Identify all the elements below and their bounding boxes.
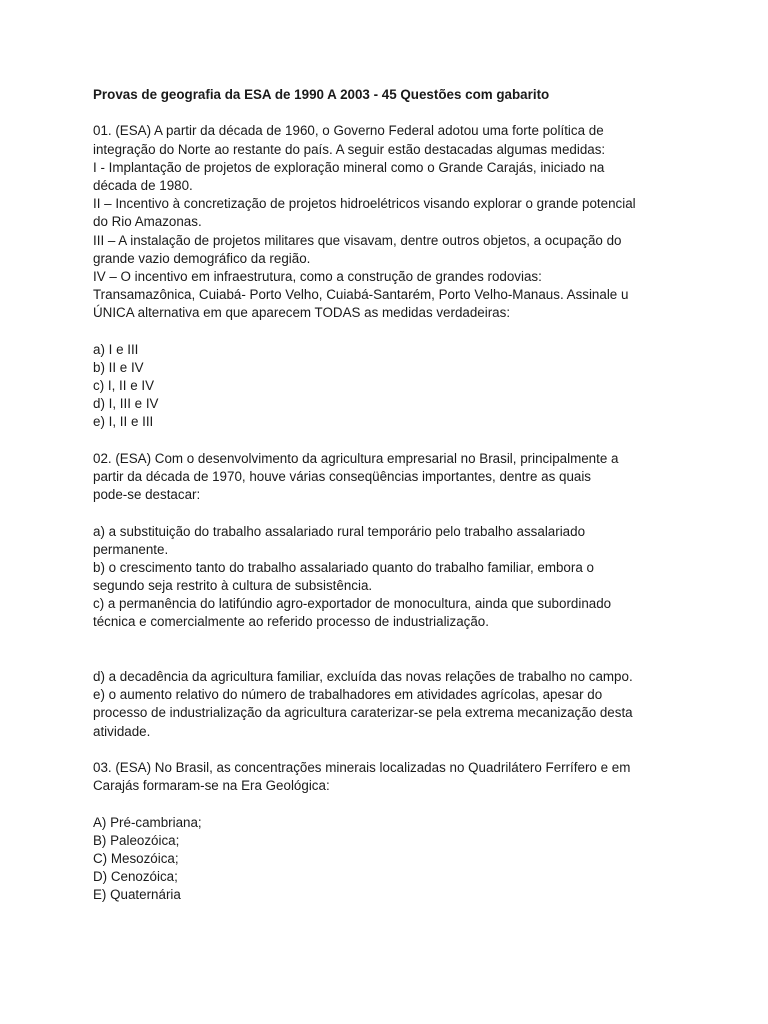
question-text-line: II – Incentivo à concretização de projetos hidroelétricos visando explorar o grande potencial: [93, 196, 636, 212]
answer-option: e) o aumento relativo do número de trabalhadores em atividades agrícolas, apesar do: [93, 687, 603, 703]
question-1: [93, 122, 713, 431]
answer-option: d) a decadência da agricultura familiar, excluída das novas relações de trabalho no campo.: [93, 669, 633, 685]
question-text-line: IV – O incentivo em infraestrutura, como a construção de grandes rodovias:: [93, 268, 542, 284]
question-text-line: Carajás formaram-se na Era Geológica:: [93, 778, 330, 794]
document-page: [93, 86, 713, 904]
answer-option: c) a permanência do latifúndio agro-exportador de monocultura, ainda que subordinado: [93, 596, 612, 612]
answer-option: segundo seja restrito à cultura de subsistência.: [93, 578, 373, 594]
spacer: [93, 632, 713, 668]
answer-option: b) o crescimento tanto do trabalho assalariado quanto do trabalho familiar, embora o: [93, 559, 594, 575]
question-text-line: ÚNICA alternativa em que aparecem TODAS as medidas verdadeiras:: [93, 305, 511, 321]
question-text-line: 03. (ESA) No Brasil, as concentrações minerais localizadas no Quadrilátero Ferrífero e em: [93, 759, 631, 775]
question-text-line: III – A instalação de projetos militares que visavam, dentre outros objetos, a ocupação do: [93, 232, 622, 248]
answer-option: b) II e IV: [93, 359, 144, 375]
question-text-line: do Rio Amazonas.: [93, 214, 202, 230]
answer-option: D) Cenozóica;: [93, 869, 178, 885]
question-2-stem: [93, 450, 713, 505]
question-3-options: [93, 814, 713, 905]
answer-option: E) Quaternária: [93, 887, 181, 903]
question-2: [93, 450, 713, 741]
question-text-line: Transamazônica, Cuiabá- Porto Velho, Cuiabá-Santarém, Porto Velho-Manaus. Assinale u: [93, 287, 629, 303]
answer-option: atividade.: [93, 723, 151, 739]
document-title: Provas de geografia da ESA de 1990 A 2003 - 45 Questões com gabarito: [93, 87, 550, 102]
question-text-line: 01. (ESA) A partir da década de 1960, o Governo Federal adotou uma forte política de: [93, 123, 604, 139]
answer-option: c) I, II e IV: [93, 378, 155, 393]
question-text-line: partir da década de 1970, houve várias conseqüências importantes, dentre as quais: [93, 468, 592, 484]
answer-option: C) Mesozóica;: [93, 850, 179, 866]
answer-option: a) a substituição do trabalho assalariado rural temporário pelo trabalho assalariado: [93, 523, 586, 539]
answer-option: A) Pré-cambriana;: [93, 814, 202, 830]
question-text-line: pode-se destacar:: [93, 487, 201, 503]
spacer: [93, 104, 713, 122]
answer-option: B) Paleozóica;: [93, 832, 180, 848]
question-text-line: integração do Norte ao restante do país. A seguir estão destacadas algumas medidas:: [93, 141, 606, 157]
question-text-line: grande vazio demográfico da região.: [93, 250, 311, 266]
question-text-line: 02. (ESA) Com o desenvolvimento da agricultura empresarial no Brasil, principalmente a: [93, 450, 619, 466]
spacer: [93, 741, 713, 759]
question-1-options: [93, 341, 713, 432]
spacer: [93, 504, 713, 522]
question-text-line: I - Implantação de projetos de exploração mineral como o Grande Carajás, iniciado na: [93, 159, 605, 175]
question-1-stem: [93, 122, 713, 322]
spacer: [93, 795, 713, 813]
answer-option: a) I e III: [93, 341, 139, 357]
answer-option: processo de industrialização da agricultura caraterizar-se pela extrema mecanização desta: [93, 705, 633, 721]
answer-option: permanente.: [93, 541, 169, 557]
question-text-line: década de 1980.: [93, 177, 193, 193]
spacer: [93, 322, 713, 340]
spacer: [93, 432, 713, 450]
question-2-options: [93, 523, 713, 741]
answer-option: técnica e comercialmente ao referido processo de industrialização.: [93, 614, 489, 630]
answer-option: d) I, III e IV: [93, 396, 159, 412]
question-3-stem: [93, 759, 713, 795]
question-3: [93, 759, 713, 905]
answer-option: e) I, II e III: [93, 414, 154, 430]
